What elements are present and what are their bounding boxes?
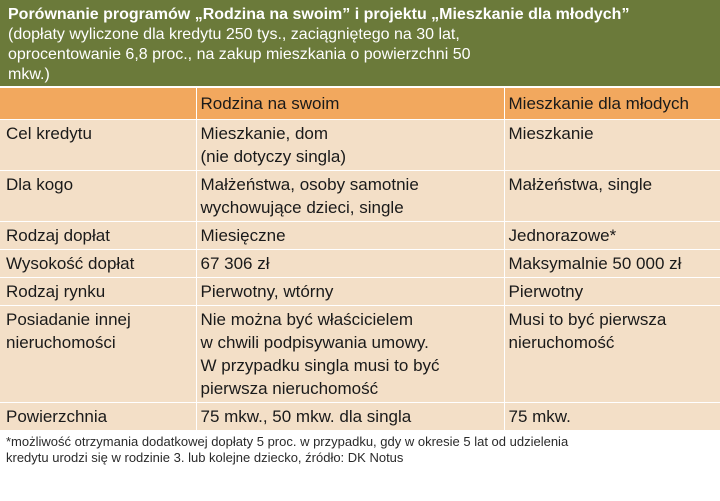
column-header-empty [0, 88, 196, 120]
cell-line: Nie można być właścicielem [200, 310, 414, 329]
mieszkanie-dla-mlodych-cell [504, 306, 720, 403]
mieszkanie-dla-mlodych-cell [504, 120, 720, 171]
footnote-line: *możliwość otrzymania dodatkowej dopłaty 5 proc. w przypadku, gdy w okresie 5 lat od udzielenia [6, 434, 569, 449]
table-row [0, 278, 720, 306]
cell-line: Rodzaj rynku [6, 282, 106, 301]
table-row [0, 403, 720, 431]
cell-line: Pierwotny [508, 282, 584, 301]
cell-line: 75 mkw., 50 mkw. dla singla [200, 407, 412, 426]
footnote [0, 430, 720, 466]
row-label [0, 222, 196, 250]
rodzina-na-swoim-cell [196, 278, 504, 306]
cell-line: Dla kogo [6, 175, 74, 194]
cell-line: nieruchomości [6, 333, 116, 352]
rodzina-na-swoim-cell [196, 222, 504, 250]
row-label [0, 120, 196, 171]
cell-line: Mieszkanie, dom [200, 124, 329, 143]
mieszkanie-dla-mlodych-cell [504, 403, 720, 431]
cell-line: w chwili podpisywania umowy. [200, 333, 429, 352]
rodzina-na-swoim-cell [196, 120, 504, 171]
cell-line: pierwsza nieruchomość [200, 379, 379, 398]
column-header-mieszkanie-dla-mlodych: Mieszkanie dla młodych [504, 88, 720, 120]
cell-line: Małżeństwa, osoby samotnie [200, 175, 419, 194]
cell-line: Posiadanie innej [6, 310, 131, 329]
column-header-rodzina-na-swoim: Rodzina na swoim [196, 88, 504, 120]
page-subtitle: (dopłaty wyliczone dla kredytu 250 tys., zaciągniętego na 30 lat, oprocentowanie 6,8 proc., na zakup mieszkania o powierzchni 50 mkw.) [8, 26, 471, 83]
mieszkanie-dla-mlodych-cell [504, 171, 720, 222]
table-header-row [0, 88, 720, 120]
cell-line: Miesięczne [200, 226, 286, 245]
rodzina-na-swoim-cell [196, 306, 504, 403]
cell-line: Rodzaj dopłat [6, 226, 110, 245]
cell-line: Jednorazowe* [508, 226, 617, 245]
footnote-line: kredytu urodzi się w rodzinie 3. lub kolejne dziecko, źródło: DK Notus [6, 450, 404, 465]
rodzina-na-swoim-cell [196, 171, 504, 222]
cell-line: Wysokość dopłat [6, 254, 135, 273]
row-label [0, 403, 196, 431]
table-row [0, 306, 720, 403]
table-row [0, 250, 720, 278]
mieszkanie-dla-mlodych-cell [504, 222, 720, 250]
cell-line: Pierwotny, wtórny [200, 282, 334, 301]
table-row [0, 222, 720, 250]
header [0, 0, 720, 88]
row-label [0, 171, 196, 222]
rodzina-na-swoim-cell [196, 403, 504, 431]
cell-line: W przypadku singla musi to być [200, 356, 440, 375]
table-row [0, 171, 720, 222]
cell-line: Powierzchnia [6, 407, 108, 426]
mieszkanie-dla-mlodych-cell [504, 250, 720, 278]
cell-line: Musi to być pierwsza [508, 310, 667, 329]
cell-line: wychowujące dzieci, single [200, 198, 404, 217]
table-row [0, 120, 720, 171]
rodzina-na-swoim-cell [196, 250, 504, 278]
cell-line: Cel kredytu [6, 124, 92, 143]
cell-line: 67 306 zł [200, 254, 270, 273]
row-label [0, 278, 196, 306]
row-label [0, 250, 196, 278]
row-label [0, 306, 196, 403]
cell-line: (nie dotyczy singla) [200, 147, 347, 166]
cell-line: Maksymalnie 50 000 zł [508, 254, 682, 273]
mieszkanie-dla-mlodych-cell [504, 278, 720, 306]
comparison-table-wrapper [0, 88, 720, 430]
comparison-table [0, 88, 720, 430]
cell-line: Małżeństwa, single [508, 175, 653, 194]
cell-line: nieruchomość [508, 333, 615, 352]
cell-line: 75 mkw. [508, 407, 571, 426]
cell-line: Mieszkanie [508, 124, 594, 143]
page-title: Porównanie programów „Rodzina na swoim” i projektu „Mieszkanie dla młodych” [8, 6, 630, 23]
